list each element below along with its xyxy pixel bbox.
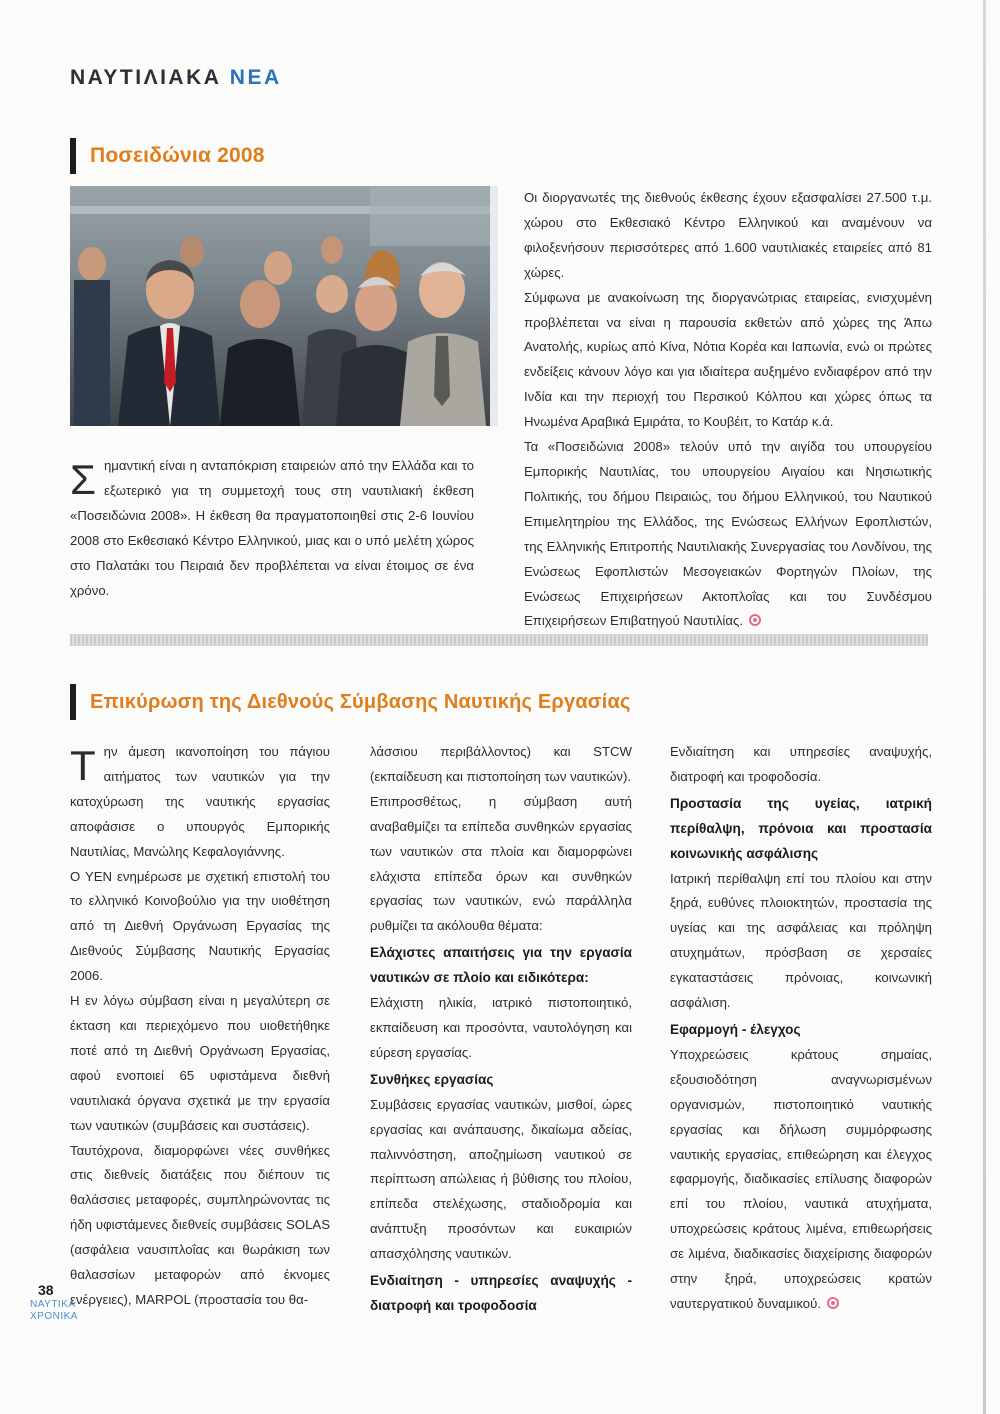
article2-closing-text: Υποχρεώσεις κράτους σημαίας, εξουσιοδότηση αναγνωρισμένων οργανισμών, πιστοποιητικό ναυτικής εργασίας και δήλωση συμμόρφωσης ναυτικής εργασίας, επιθεώρηση και έλεγχος εφαρμογής, διαδικασίες επίλυσης διαφορών επί του πλοίου, ναυτικά ατυχήματα, υποχρεώσεις κράτους λιμένα, επιθεωρήσεις σε λιμένα, διαδικασίες διαχείρισης διαφορών στην ξηρά, υποχρεώσεις κρατών ναυτεργατικού δυναμικού. xyxy=(670,1046,932,1311)
dropcap: Σ xyxy=(70,456,96,503)
section-divider xyxy=(70,634,928,646)
article1-column-left xyxy=(70,454,474,603)
dropcap: Τ xyxy=(70,742,96,789)
article1-title-text: Ποσειδώνια 2008 xyxy=(90,144,265,167)
article1-lead-text: ημαντική είναι η ανταπόκριση εταιρειών από την Ελλάδα και το εξωτερικό για τη συμμετοχή τους στη ναυτιλιακή έκθεση «Ποσειδώνια 2008». Η έκθεση θα πραγματοποιηθεί στις 2-6 Ιουνίου 2008 στο Εκθεσιακό Κέντρο Ελληνικού, μιας και ο υπό μελέτη χώρος στο Παλατάκι του Πειραιά δεν προβλέπεται να είναι έτοιμος σε ένα χρόνο. xyxy=(70,458,474,598)
article2-paragraph xyxy=(670,1043,932,1317)
article2-subheading: Προστασία της υγείας, ιατρική περίθαλψη, πρόνοια και προστασία κοινωνικής ασφάλισης xyxy=(670,795,932,861)
end-of-article-icon xyxy=(749,614,761,626)
article2-title xyxy=(70,684,631,720)
header-main: ΝΑΥΤΙΛΙΑΚΑ xyxy=(70,66,222,89)
magazine-name-line2: ΧΡΟΝΙΚΑ xyxy=(30,1311,78,1322)
page-number: 38 xyxy=(38,1282,54,1298)
article2-lead-text: ην άμεση ικανοποίηση του πάγιου αιτήματος των ναυτικών για την κατοχύρωση της ναυτικής εργασίας αποφάσισε ο υπουργός Εμπορικής Ναυτιλίας, Μανώλης Κεφαλογιάννης. xyxy=(70,744,330,859)
article1-paragraph: Σύμφωνα με ανακοίνωση της διοργανώτριας εταιρείας, ενισχυμένη προβλέπεται να είναι η παρουσία εκθετών από χώρες της Άπω Ανατολής, κυρίως από Κίνα, Νότια Κορέα και Ιαπωνία, ενώ οι πρώτες ενδείξεις κάνουν λόγο και για ιδιαίτερα αυξημένο ενδιαφέρον από την Ινδία και την περιοχή του Περσικού Κόλπου και χώρες όπως τα Ηνωμένα Αραβικά Εμιράτα, το Κουβέιτ, το Κατάρ κ.ά. xyxy=(524,289,932,430)
section-header xyxy=(70,66,282,90)
title-bar xyxy=(70,138,76,174)
event-photo xyxy=(70,186,498,426)
article2-title-text: Επικύρωση της Διεθνούς Σύμβασης Ναυτικής Εργασίας xyxy=(90,690,631,713)
article2-paragraph xyxy=(70,740,330,865)
article1-closing-text: Τα «Ποσειδώνια 2008» τελούν υπό την αιγίδα του υπουργείου Εμπορικής Ναυτιλίας, του υπουργείου Αιγαίου και Νησιωτικής Πολιτικής, του δήμου Πειραιώς, του δήμου Ελληνικού, του Ναυτικού Επιμελητηρίου της Ελλάδος, της Ενώσεως Ελλήνων Εφοπλιστών, της Ελληνικής Επιτροπής Ναυτιλιακής Συνεργασίας του Λονδίνου, της Ενώσεως Εφοπλιστών Μεσογειακών Φορτηγών Πλοίων, της Ενώσεως Επιχειρήσεων Ακτοπλοΐας και του Συνδέσμου Επιχειρήσεων Επιβατηγού Ναυτιλίας. xyxy=(524,439,932,629)
article2-paragraph: Η εν λόγω σύμβαση είναι η μεγαλύτερη σε έκταση και περιεχόμενο που υιοθετήθηκε ποτέ από τη Διεθνή Οργάνωση Εργασίας, αφού ενοποιεί 65 υφιστάμενα διεθνή ναυτιλιακά όργανα σχετικά με την εργασία των ναυτικών (συμβάσεις και συστάσεις). xyxy=(70,993,330,1133)
article2-subheading: Ελάχιστες απαιτήσεις για την εργασία ναυτικών σε πλοίο και ειδικότερα: xyxy=(370,945,632,986)
article1-paragraph xyxy=(524,435,932,634)
article2-subheading: Ενδιαίτηση - υπηρεσίες αναψυχής - διατροφή και τροφοδοσία xyxy=(370,1273,632,1313)
article1-title xyxy=(70,138,265,174)
article1-paragraph xyxy=(70,454,474,603)
page-spine xyxy=(983,0,986,1414)
article2-column-2 xyxy=(370,740,632,1319)
article2-column-1 xyxy=(70,740,330,1313)
article2-paragraph: Ιατρική περίθαλψη επί του πλοίου και στην ξηρά, ευθύνες πλοιοκτητών, προστασία της υγείας και της ασφάλειας και πρόληψη ατυχημάτων, πρόσβαση σε χερσαίες εγκαταστάσεις πρόνοιας, κοινωνική ασφάλιση. xyxy=(670,870,932,1011)
article1-column-right xyxy=(524,186,932,634)
title-bar xyxy=(70,684,76,720)
end-of-article-icon xyxy=(827,1297,839,1309)
magazine-name-line1: ΝΑΥΤΙΚΑ xyxy=(30,1299,76,1310)
article2-paragraph: Επιπροσθέτως, η σύμβαση αυτή αναβαθμίζει τα επίπεδα συνθηκών εργασίας των ναυτικών στα πλοία και διαμορφώνει ελάχιστα επίπεδα όρων και συνθηκών εργασίας των ναυτικών, ενώ παράλληλα ρυθμίζει τα ακόλουθα θέματα: xyxy=(370,793,632,934)
article2-paragraph: Ταυτόχρονα, διαμορφώνει νέες συνθήκες στις διεθνείς διατάξεις που διέπουν τις θαλάσσιες μεταφορές, συμπληρώνοντας τις ήδη υφιστάμενες διεθνείς συμβάσεις SOLAS (ασφάλεια ναυσιπλοΐας και θωράκιση των θαλασσίων μεταφορών από έκνομες ενέργειες), MARPOL (προστασία του θα- xyxy=(70,1142,330,1307)
magazine-name xyxy=(30,1299,78,1323)
article2-subheading: Συνθήκες εργασίας xyxy=(370,1071,494,1087)
article2-paragraph: Ενδιαίτηση και υπηρεσίες αναψυχής, διατροφή και τροφοδοσία. xyxy=(670,744,932,784)
header-accent: ΝΕΑ xyxy=(229,66,282,89)
article1-paragraph: Οι διοργανωτές της διεθνούς έκθεσης έχουν εξασφαλίσει 27.500 τ.μ. χώρου στο Εκθεσιακό Κέντρο Ελληνικού και αναμένουν να φιλοξενήσουν περισσότερες από 1.600 ναυτιλιακές εταιρείες από 81 χώρες. xyxy=(524,190,932,280)
article2-paragraph: Ο ΥΕΝ ενημέρωσε με σχετική επιστολή του το ελληνικό Κοινοβούλιο για την υιοθέτηση από τη Διεθνή Οργάνωση Εργασίας της Διεθνούς Σύμβασης Ναυτικής Εργασίας 2006. xyxy=(70,868,330,984)
article2-paragraph: Ελάχιστη ηλικία, ιατρικό πιστοποιητικό, εκπαίδευση και προσόντα, ναυτολόγηση και εύρεση εργασίας. xyxy=(370,995,632,1060)
article2-paragraph: Συμβάσεις εργασίας ναυτικών, μισθοί, ώρες εργασίας και ανάπαυσης, δικαίωμα αδείας, παλιννόστηση, αποζημίωση ναυτικού σε περίπτωση απώλειας ή βύθισης του πλοίου, επίπεδα στελέχωσης, σταδιοδρομία και ανάπτυξη προσόντων και ευκαιριών απασχόλησης ναυτικών. xyxy=(370,1096,632,1262)
article2-column-3 xyxy=(670,740,932,1317)
article2-subheading: Εφαρμογή - έλεγχος xyxy=(670,1021,801,1037)
article2-paragraph: λάσσιου περιβάλλοντος) και STCW (εκπαίδευση και πιστοποίηση των ναυτικών). xyxy=(370,744,632,784)
group-photo-illustration xyxy=(70,186,498,426)
